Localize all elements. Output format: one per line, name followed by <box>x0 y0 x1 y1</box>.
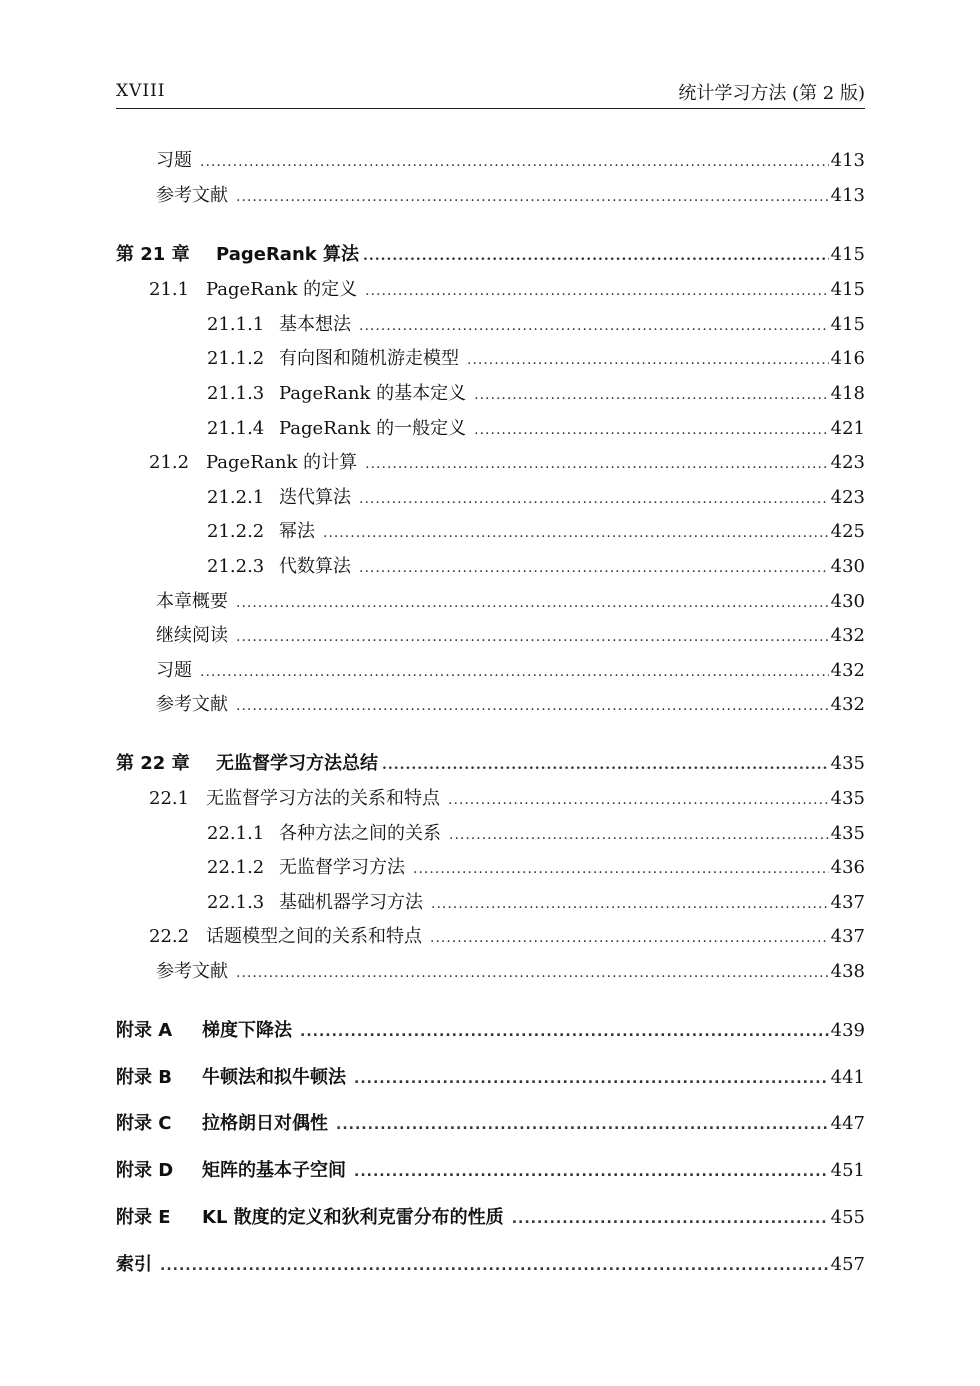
toc-entry-page: 455 <box>830 1207 865 1228</box>
toc-entry[interactable] <box>116 819 865 853</box>
toc-entry[interactable] <box>116 1250 865 1284</box>
dot-leader <box>200 154 829 170</box>
toc-entry-number: 21.1.3 <box>207 383 265 404</box>
toc-entry-page: 421 <box>830 418 865 439</box>
toc-entry-page: 430 <box>830 556 865 577</box>
toc-entry-page: 430 <box>830 591 865 612</box>
toc-entry[interactable] <box>116 784 865 818</box>
toc-entry-title: 矩阵的基本子空间 <box>202 1160 346 1181</box>
toc-entry-title: 有向图和随机游走模型 <box>279 348 459 369</box>
toc-entry[interactable] <box>116 1109 865 1143</box>
book-title: 统计学习方法 (第 2 版) <box>678 83 865 104</box>
toc-entry-title: 继续阅读 <box>156 625 228 646</box>
dot-leader <box>160 1258 829 1274</box>
dot-leader <box>365 456 829 472</box>
toc-entry-page: 436 <box>830 857 865 878</box>
toc-entry-number: 附录 C <box>116 1113 172 1134</box>
toc-entry[interactable] <box>116 379 865 413</box>
dot-leader <box>236 965 829 981</box>
toc-entry[interactable] <box>116 240 865 274</box>
toc-entry-number: 21.2 <box>149 452 190 473</box>
toc-entry-page: 441 <box>830 1067 865 1088</box>
toc-entry[interactable] <box>116 1203 865 1237</box>
toc-entry-number: 附录 A <box>116 1020 173 1041</box>
toc-entry-title: 索引 <box>116 1254 152 1275</box>
toc-entry-page: 415 <box>830 244 865 265</box>
toc-entry-page: 435 <box>830 788 865 809</box>
toc-entry[interactable] <box>116 749 865 783</box>
toc-entry-title: 代数算法 <box>279 556 351 577</box>
toc-entry-page: 415 <box>830 314 865 335</box>
toc-entry-title: 参考文献 <box>156 961 228 982</box>
dot-leader <box>467 352 829 368</box>
toc-entry-number: 21.2.2 <box>207 521 265 542</box>
dot-leader <box>336 1117 829 1133</box>
dot-leader <box>363 248 829 264</box>
toc-entry-page: 423 <box>830 452 865 473</box>
page-number-roman: XVIII <box>116 81 166 101</box>
toc-entry-number: 21.1 <box>149 279 190 300</box>
toc-entry-number: 22.1.1 <box>207 823 265 844</box>
toc-entry-title: PageRank 算法 <box>216 244 360 265</box>
toc-entry[interactable] <box>116 448 865 482</box>
toc-entry[interactable] <box>116 922 865 956</box>
dot-leader <box>236 189 829 205</box>
toc-entry[interactable] <box>116 310 865 344</box>
toc-entry[interactable] <box>116 344 865 378</box>
toc-entry-title: 习题 <box>156 150 192 171</box>
dot-leader <box>413 861 829 877</box>
toc-entry-title: 基础机器学习方法 <box>279 892 423 913</box>
toc-entry-page: 413 <box>830 150 865 171</box>
toc-entry[interactable] <box>116 957 865 991</box>
toc-entry[interactable] <box>116 275 865 309</box>
dot-leader <box>236 629 829 645</box>
toc-entry-title: 无监督学习方法总结 <box>216 753 378 774</box>
toc-entry[interactable] <box>116 1063 865 1097</box>
toc-entry[interactable] <box>116 414 865 448</box>
dot-leader <box>236 698 829 714</box>
toc-entry-title: 无监督学习方法的关系和特点 <box>206 788 440 809</box>
toc-entry-number: 附录 E <box>116 1207 171 1228</box>
toc-entry-number: 第 21 章 <box>116 244 190 265</box>
dot-leader <box>236 595 829 611</box>
toc-entry-number: 21.1.2 <box>207 348 265 369</box>
toc-entry-number: 22.1 <box>149 788 190 809</box>
toc-entry-title: PageRank 的一般定义 <box>279 418 467 439</box>
toc-entry-page: 425 <box>830 521 865 542</box>
toc-entry-number: 21.1.4 <box>207 418 265 439</box>
toc-entry-title: 各种方法之间的关系 <box>279 823 441 844</box>
toc-entry-page: 439 <box>830 1020 865 1041</box>
toc-entry-page: 413 <box>830 185 865 206</box>
toc-entry-page: 418 <box>830 383 865 404</box>
toc-entry[interactable] <box>116 146 865 180</box>
dot-leader <box>200 664 829 680</box>
toc-entry-title: 基本想法 <box>279 314 351 335</box>
toc-entry-title: PageRank 的基本定义 <box>279 383 467 404</box>
toc-entry[interactable] <box>116 1156 865 1190</box>
dot-leader <box>323 525 829 541</box>
dot-leader <box>512 1211 829 1227</box>
dot-leader <box>474 387 829 403</box>
toc-entry-number: 21.2.3 <box>207 556 265 577</box>
toc-entry[interactable] <box>116 517 865 551</box>
dot-leader <box>359 491 829 507</box>
running-header <box>116 78 865 109</box>
toc-entry[interactable] <box>116 690 865 724</box>
toc-entry[interactable] <box>116 587 865 621</box>
toc-entry[interactable] <box>116 1016 865 1050</box>
toc-entry[interactable] <box>116 621 865 655</box>
toc-entry-page: 416 <box>830 348 865 369</box>
toc-entry-page: 432 <box>830 660 865 681</box>
dot-leader <box>300 1024 829 1040</box>
toc-entry-number: 附录 B <box>116 1067 172 1088</box>
toc-entry-page: 457 <box>830 1254 865 1275</box>
dot-leader <box>354 1164 829 1180</box>
dot-leader <box>431 896 829 912</box>
dot-leader <box>382 757 829 773</box>
toc-entry-page: 435 <box>830 753 865 774</box>
toc-entry-number: 22.2 <box>149 926 190 947</box>
toc-entry-page: 437 <box>830 892 865 913</box>
toc-entry-number: 21.1.1 <box>207 314 265 335</box>
toc-entry-title: 参考文献 <box>156 185 228 206</box>
toc-entry-title: 拉格朗日对偶性 <box>202 1113 328 1134</box>
toc-entry-title: 梯度下降法 <box>202 1020 292 1041</box>
toc-entry[interactable] <box>116 656 865 690</box>
toc-entry-page: 447 <box>830 1113 865 1134</box>
toc-entry-title: PageRank 的计算 <box>206 452 358 473</box>
toc-entry-title: 习题 <box>156 660 192 681</box>
toc-entry-number: 22.1.3 <box>207 892 265 913</box>
dot-leader <box>354 1071 829 1087</box>
toc-entry-page: 423 <box>830 487 865 508</box>
toc-entry-page: 451 <box>830 1160 865 1181</box>
toc-entry-number: 第 22 章 <box>116 753 190 774</box>
toc-entry-page: 415 <box>830 279 865 300</box>
toc-entry-page: 435 <box>830 823 865 844</box>
toc-entry-title: 话题模型之间的关系和特点 <box>206 926 422 947</box>
toc-entry[interactable] <box>116 853 865 887</box>
toc-entry-number: 附录 D <box>116 1160 174 1181</box>
toc-entry-number: 22.1.2 <box>207 857 265 878</box>
dot-leader <box>449 827 829 843</box>
toc-entry-title: 迭代算法 <box>279 487 351 508</box>
toc-entry-title: 本章概要 <box>156 591 228 612</box>
toc-entry[interactable] <box>116 552 865 586</box>
toc-entry[interactable] <box>116 181 865 215</box>
toc-entry[interactable] <box>116 483 865 517</box>
toc-entry-page: 432 <box>830 694 865 715</box>
toc-entry-page: 432 <box>830 625 865 646</box>
toc-entry-page: 438 <box>830 961 865 982</box>
toc-entry[interactable] <box>116 888 865 922</box>
toc-entry-title: KL 散度的定义和狄利克雷分布的性质 <box>202 1207 504 1228</box>
toc-entry-number: 21.2.1 <box>207 487 265 508</box>
toc-entry-title: PageRank 的定义 <box>206 279 358 300</box>
dot-leader <box>448 792 829 808</box>
toc-entry-title: 无监督学习方法 <box>279 857 405 878</box>
toc-entry-page: 437 <box>830 926 865 947</box>
dot-leader <box>359 318 829 334</box>
dot-leader <box>430 930 829 946</box>
dot-leader <box>359 560 829 576</box>
dot-leader <box>365 283 829 299</box>
toc-entry-title: 参考文献 <box>156 694 228 715</box>
toc-entry-title: 牛顿法和拟牛顿法 <box>202 1067 346 1088</box>
toc-entry-title: 幂法 <box>279 521 315 542</box>
dot-leader <box>474 422 829 438</box>
